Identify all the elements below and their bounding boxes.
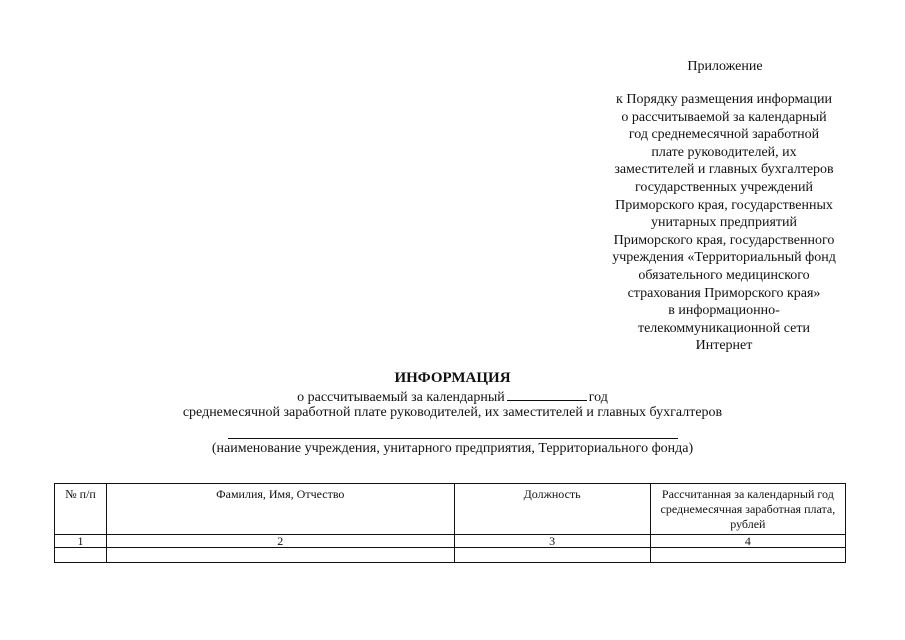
column-number-row: [55, 535, 846, 548]
appendix-description: [586, 91, 862, 355]
institution-name-blank-line[interactable]: [228, 438, 678, 439]
appendix-line: заместителей и главных бухгалтеров: [614, 162, 834, 178]
column-number: 1: [55, 535, 107, 548]
appendix-line: Интернет: [695, 338, 753, 354]
column-number: 2: [107, 535, 454, 548]
appendix-line: о рассчитываемой за календарный: [621, 109, 827, 125]
appendix-line: год среднемесячной заработной: [628, 127, 820, 143]
appendix-line: Приморского края, государственных: [615, 197, 833, 213]
subtitle-text: о рассчитываемый за календарный: [297, 390, 505, 405]
appendix-line: учреждения «Территориальный фонд: [612, 250, 836, 266]
appendix-title: Приложение: [687, 59, 763, 74]
document-subtitle-line2: среднемесячной заработной плате руководителей, их заместителей и главных бухгалтеров: [182, 405, 723, 420]
header-position: Должность: [454, 484, 650, 535]
header-full-name: Фамилия, Имя, Отчество: [107, 484, 454, 535]
appendix-line: в информационно-: [668, 303, 780, 319]
table-cell[interactable]: [650, 548, 845, 563]
table-row: [55, 548, 846, 563]
appendix-line: плате руководителей, их: [651, 144, 797, 160]
table-cell[interactable]: [454, 548, 650, 563]
salary-info-table: [54, 483, 846, 563]
header-salary: Рассчитанная за календарный год среднемесячная заработная плата, рублей: [650, 484, 845, 535]
table-header-row: [55, 484, 846, 535]
subtitle-year-word: год: [588, 390, 608, 405]
table-cell[interactable]: [55, 548, 107, 563]
column-number: 4: [650, 535, 845, 548]
header-number: № п/п: [55, 484, 107, 535]
column-number: 3: [454, 535, 650, 548]
appendix-line: обязательного медицинского: [638, 267, 810, 283]
appendix-line: телекоммуникационной сети: [637, 320, 811, 336]
document-heading: ИНФОРМАЦИЯ: [394, 370, 511, 386]
appendix-line: Приморского края, государственного: [613, 232, 835, 248]
appendix-line: унитарных предприятий: [650, 215, 798, 231]
appendix-line: государственных учреждений: [635, 179, 813, 195]
appendix-line: страхования Приморского края»: [627, 285, 821, 301]
appendix-line: к Порядку размещения информации: [616, 92, 832, 107]
year-blank-field[interactable]: [507, 387, 587, 401]
table-cell[interactable]: [107, 548, 454, 563]
institution-name-caption: (наименование учреждения, унитарного предприятия, Территориального фонда): [211, 441, 694, 456]
